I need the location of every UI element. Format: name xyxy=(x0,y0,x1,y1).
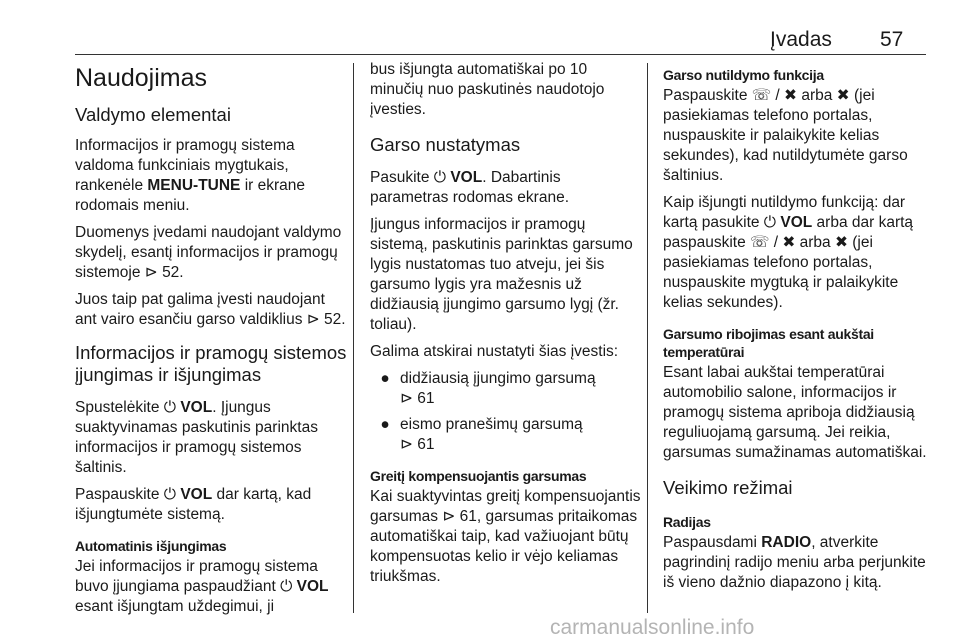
column-divider-1 xyxy=(353,63,354,613)
page-reference: ⊳ 61 xyxy=(400,390,435,407)
heading-on-off: Informacijos ir pramogų sistemos įjungimas ir išjungimas xyxy=(75,342,347,385)
heading-mute: Garso nutildymo funkcija xyxy=(663,67,824,83)
column-3 xyxy=(663,60,935,600)
header-divider xyxy=(75,54,926,55)
bullet-icon: ● xyxy=(380,416,390,433)
paragraph-turn-vol: Pasukite ⏻ VOL. Dabartinis parametras rodomas ekrane. xyxy=(370,169,570,206)
paragraph-radio: Paspausdami RADIO, atverkite pagrindinį radijo meniu arba perjunkite iš vieno dažnio diapazono į kitą. xyxy=(663,534,926,591)
paragraph-speed-volume: Kai suaktyvintas greitį kompensuojantis garsumas ⊳ 61, garsumas pritaikomas automatiškai taip, kad važiuojant būtų kompensuotas kelio ir vėjo keliamas triukšmas. xyxy=(370,488,641,585)
paragraph-temperature-limit: Esant labai aukštai temperatūrai automobilio salone, informacijos ir pramogų sistema apriboja didžiausią reguliuojamą garsumą. Jei reikia, garsumas sumažinamas automatiškai. xyxy=(663,364,927,461)
page-number: 57 xyxy=(880,28,904,51)
list-item: ● didžiausią įjungimo garsumą ⊳ 61 xyxy=(370,369,642,409)
vol-key: VOL xyxy=(296,578,329,595)
heading-temperature-limit: Garsumo ribojimas esant aukštai temperatūrai xyxy=(663,326,874,360)
paragraph-switch-on: Spustelėkite ⏻ VOL. Įjungus suaktyvinamas paskutinis parinktas informacijos ir pramogų sistemos šaltinis. xyxy=(75,399,318,476)
section-title: Įvadas xyxy=(770,28,832,51)
heading-usage: Naudojimas xyxy=(75,64,208,92)
paragraph-mute: Paspauskite ☏ / ✖ arba ✖ (jei pasiekiamas telefono portalas, nuspauskite ir palaikykite kelias sekundes), kad nutildytumėte garso šaltinius. xyxy=(663,87,908,184)
paragraph-auto-off-continued: bus išjungta automatiškai po 10 minučių nuo paskutinės naudotojo įvesties. xyxy=(370,61,605,118)
menu-tune-key: MENU-TUNE xyxy=(147,177,241,194)
paragraph-unmute: Kaip išjungti nutildymo funkciją: dar kartą pasukite ⏻ VOL arba dar kartą paspauskite ☏ / ✖ arba ✖ (jei pasiekiamas telefono portalas, nuspauskite mygtuką ir palaikykite kelias sekundes). xyxy=(663,194,914,311)
paragraph-controls: Informacijos ir pramogų sistema valdoma funkciniais mygtukais, rankenėle MENU-TUNE ir ekrane rodomais meniu. xyxy=(75,137,306,214)
radio-key: RADIO xyxy=(761,534,812,551)
list-item: ● eismo pranešimų garsumą ⊳ 61 xyxy=(370,415,642,455)
vol-key: VOL xyxy=(180,486,213,503)
heading-auto-off: Automatinis išjungimas xyxy=(75,538,227,554)
vol-key: VOL xyxy=(180,399,213,416)
vol-key: VOL xyxy=(450,169,483,186)
paragraph-input-panel: Duomenys įvedami naudojant valdymo skydelį, esantį informacijos ir pramogų sistemoje ⊳ 52. xyxy=(75,224,342,281)
bullet-icon: ● xyxy=(380,370,390,387)
heading-sound-settings: Garso nustatymas xyxy=(370,134,521,155)
paragraph-switch-off: Paspauskite ⏻ VOL dar kartą, kad išjungtumėte sistemą. xyxy=(75,486,312,523)
bullet-list xyxy=(370,369,642,455)
heading-operating-modes: Veikimo režimai xyxy=(663,477,793,498)
page-reference: ⊳ 61 xyxy=(400,436,435,453)
page-header xyxy=(0,20,960,56)
watermark: carmanualsonline.info xyxy=(550,616,755,639)
paragraph-steering-controls: Juos taip pat galima įvesti naudojant ant vairo esančiu garso valdiklius ⊳ 52. xyxy=(75,291,346,328)
heading-radio: Radijas xyxy=(663,514,711,530)
vol-key: VOL xyxy=(780,214,813,231)
heading-speed-volume: Greitį kompensuojantis garsumas xyxy=(370,468,587,484)
column-1 xyxy=(75,60,347,624)
heading-controls: Valdymo elementai xyxy=(75,104,231,125)
column-2 xyxy=(370,60,642,594)
column-divider-2 xyxy=(647,63,648,613)
paragraph-separate-inputs: Galima atskirai nustatyti šias įvestis: xyxy=(370,343,619,360)
paragraph-auto-off: Jei informacijos ir pramogų sistema buvo įjungiama paspaudžiant ⏻ VOL esant išjungtam uždegimui, ji xyxy=(75,558,329,615)
paragraph-last-volume: Įjungus informacijos ir pramogų sistemą, paskutinis parinktas garsumo lygis nustatomas tuo atveju, jei šis garsumo lygis yra mažesnis už didžiausią įjungimo garsumo lygį (žr. toliau). xyxy=(370,216,633,333)
